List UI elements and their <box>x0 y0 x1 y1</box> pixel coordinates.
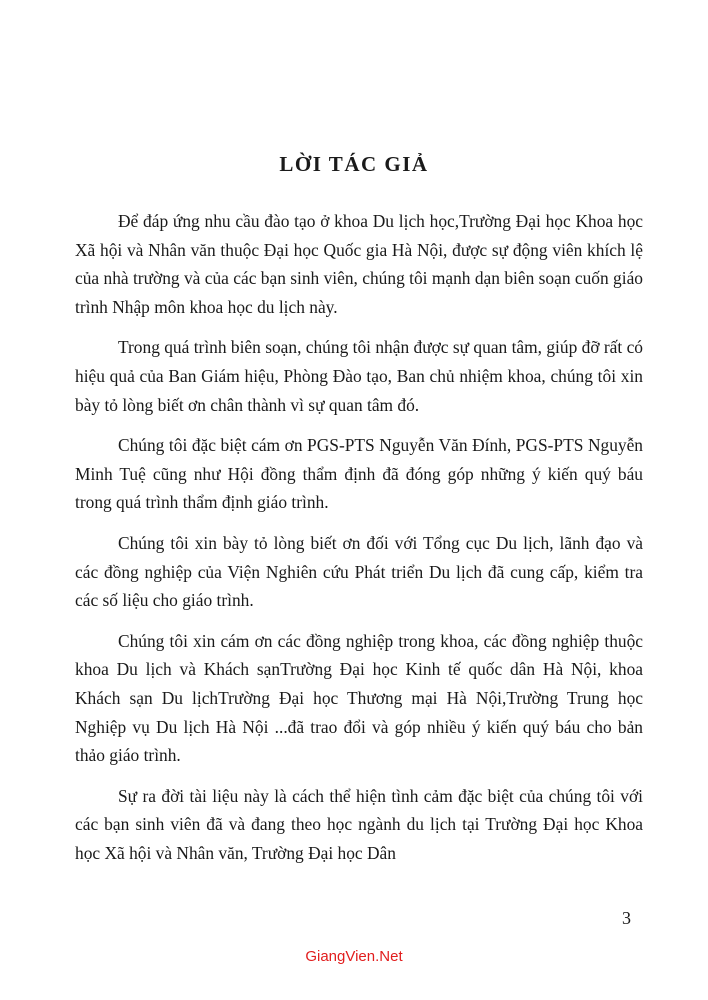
body-text <box>75 207 643 867</box>
watermark-text: GiangVien.Net <box>305 948 403 965</box>
paragraph-2: Trong quá trình biên soạn, chúng tôi nhận được sự quan tâm, giúp đỡ rất có hiệu quả của Ban Giám hiệu, Phòng Đào tạo, Ban chủ nhiệm khoa, chúng tôi xin bày tỏ lòng biết ơn chân thành vì sự quan tâm đó. <box>75 337 643 415</box>
paragraph-3: Chúng tôi đặc biệt cám ơn PGS-PTS Nguyễn Văn Đính, PGS-PTS Nguyễn Minh Tuệ cũng như Hội đồng thẩm định đã đóng góp những ý kiến quý báu trong quá trình thẩm định giáo trình. <box>75 435 643 513</box>
paragraph-1: Để đáp ứng nhu cầu đào tạo ở khoa Du lịch học,Trường Đại học Khoa học Xã hội và Nhân văn thuộc Đại học Quốc gia Hà Nội, được sự động viên khích lệ của nhà trường và của các bạn sinh viên, chúng tôi mạnh dạn biên soạn cuốn giáo trình Nhập môn khoa học du lịch này. <box>75 211 643 317</box>
paragraph-4: Chúng tôi xin bày tỏ lòng biết ơn đối với Tổng cục Du lịch, lãnh đạo và các đồng nghiệp của Viện Nghiên cứu Phát triển Du lịch đã cung cấp, kiểm tra các số liệu cho giáo trình. <box>75 532 643 611</box>
paragraph-6: Sự ra đời tài liệu này là cách thể hiện tình cảm đặc biệt của chúng tôi với các bạn sinh viên đã và đang theo học ngành du lịch tại Trường Đại học Khoa học Xã hội và Nhân văn, Trường Đại học Dân <box>75 785 643 863</box>
page-number: 3 <box>622 908 631 928</box>
paragraph-5: Chúng tôi xin cám ơn các đồng nghiệp trong khoa, các đồng nghiệp thuộc khoa Du lịch và Khách sạnTrường Đại học Kinh tế quốc dân Hà Nội, khoa Khách sạn Du lịchTrường Đại học Thương mại Hà Nội,Trường Trung học Nghiệp vụ Du lịch Hà Nội ...đã trao đổi và góp nhiều ý kiến quý báu cho bản thảo giáo trình. <box>75 630 643 766</box>
page-title: LỜI TÁC GIẢ <box>279 152 429 176</box>
